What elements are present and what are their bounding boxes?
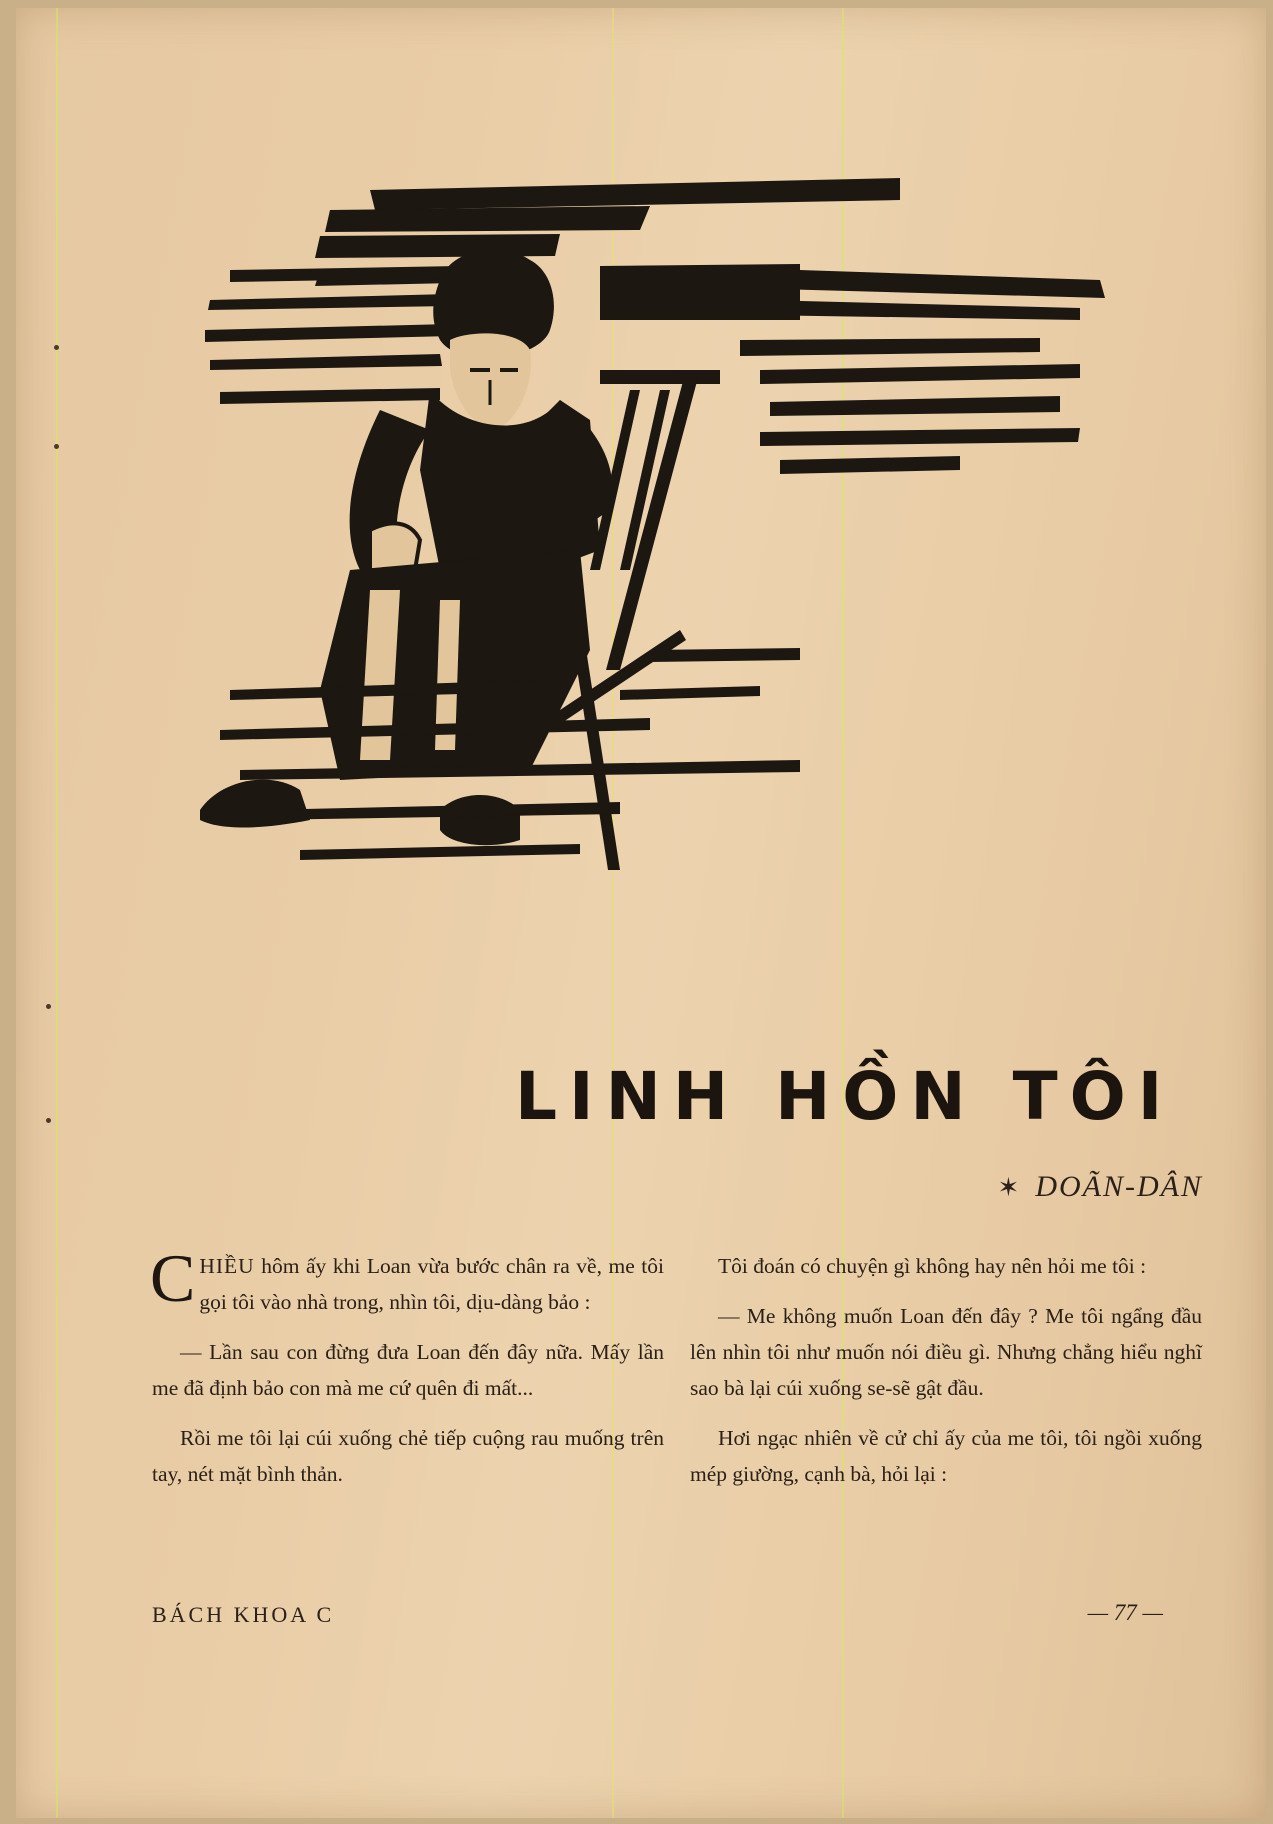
scan-artifact-line bbox=[56, 8, 58, 1818]
paragraph: Tôi đoán có chuyện gì không hay nên hỏi me tôi : bbox=[718, 1254, 1147, 1278]
page-number: — 77 — bbox=[1087, 1600, 1163, 1625]
paragraph: — Me không muốn Loan đến đây ? Me tôi ngẩng đầu lên nhìn tôi như muốn nói điều gì. Nhưng chẳng hiểu nghĩ sao bà lại cúi xuống se-sẽ gật đầu. bbox=[690, 1304, 1202, 1400]
binding-hole bbox=[46, 1004, 51, 1009]
first-word: HIỀU bbox=[199, 1254, 255, 1278]
paragraph: Hơi ngạc nhiên về cử chỉ ấy của me tôi, tôi ngồi xuống mép giường, cạnh bà, hỏi lại : bbox=[690, 1426, 1202, 1486]
text-column-left bbox=[150, 1240, 664, 1506]
star-icon: ✶ bbox=[997, 1173, 1022, 1202]
paragraph: Rồi me tôi lại cúi xuống chẻ tiếp cuộng rau muống trên tay, nét mặt bình thản. bbox=[152, 1426, 664, 1486]
paragraph bbox=[150, 1240, 664, 1320]
binding-hole bbox=[54, 345, 59, 350]
woodcut-illustration bbox=[200, 170, 1120, 990]
text-column-right bbox=[690, 1248, 1202, 1506]
drop-cap: C bbox=[150, 1240, 196, 1316]
article-title: LINH HỒN TÔI bbox=[515, 1058, 1175, 1135]
paragraph: — Lần sau con đừng đưa Loan đến đây nữa. Mấy lần me đã định bảo con mà me cứ quên đi mất... bbox=[152, 1340, 664, 1400]
author-byline bbox=[998, 1170, 1203, 1204]
paragraph-text: hôm ấy khi Loan vừa bước chân ra về, me tôi gọi tôi vào nhà trong, nhìn tôi, dịu-dàng bảo : bbox=[199, 1254, 664, 1314]
author-name: DOÃN-DÂN bbox=[1035, 1170, 1203, 1203]
publication-name: BÁCH KHOA C bbox=[152, 1602, 335, 1627]
binding-hole bbox=[46, 1118, 51, 1123]
binding-hole bbox=[54, 444, 59, 449]
